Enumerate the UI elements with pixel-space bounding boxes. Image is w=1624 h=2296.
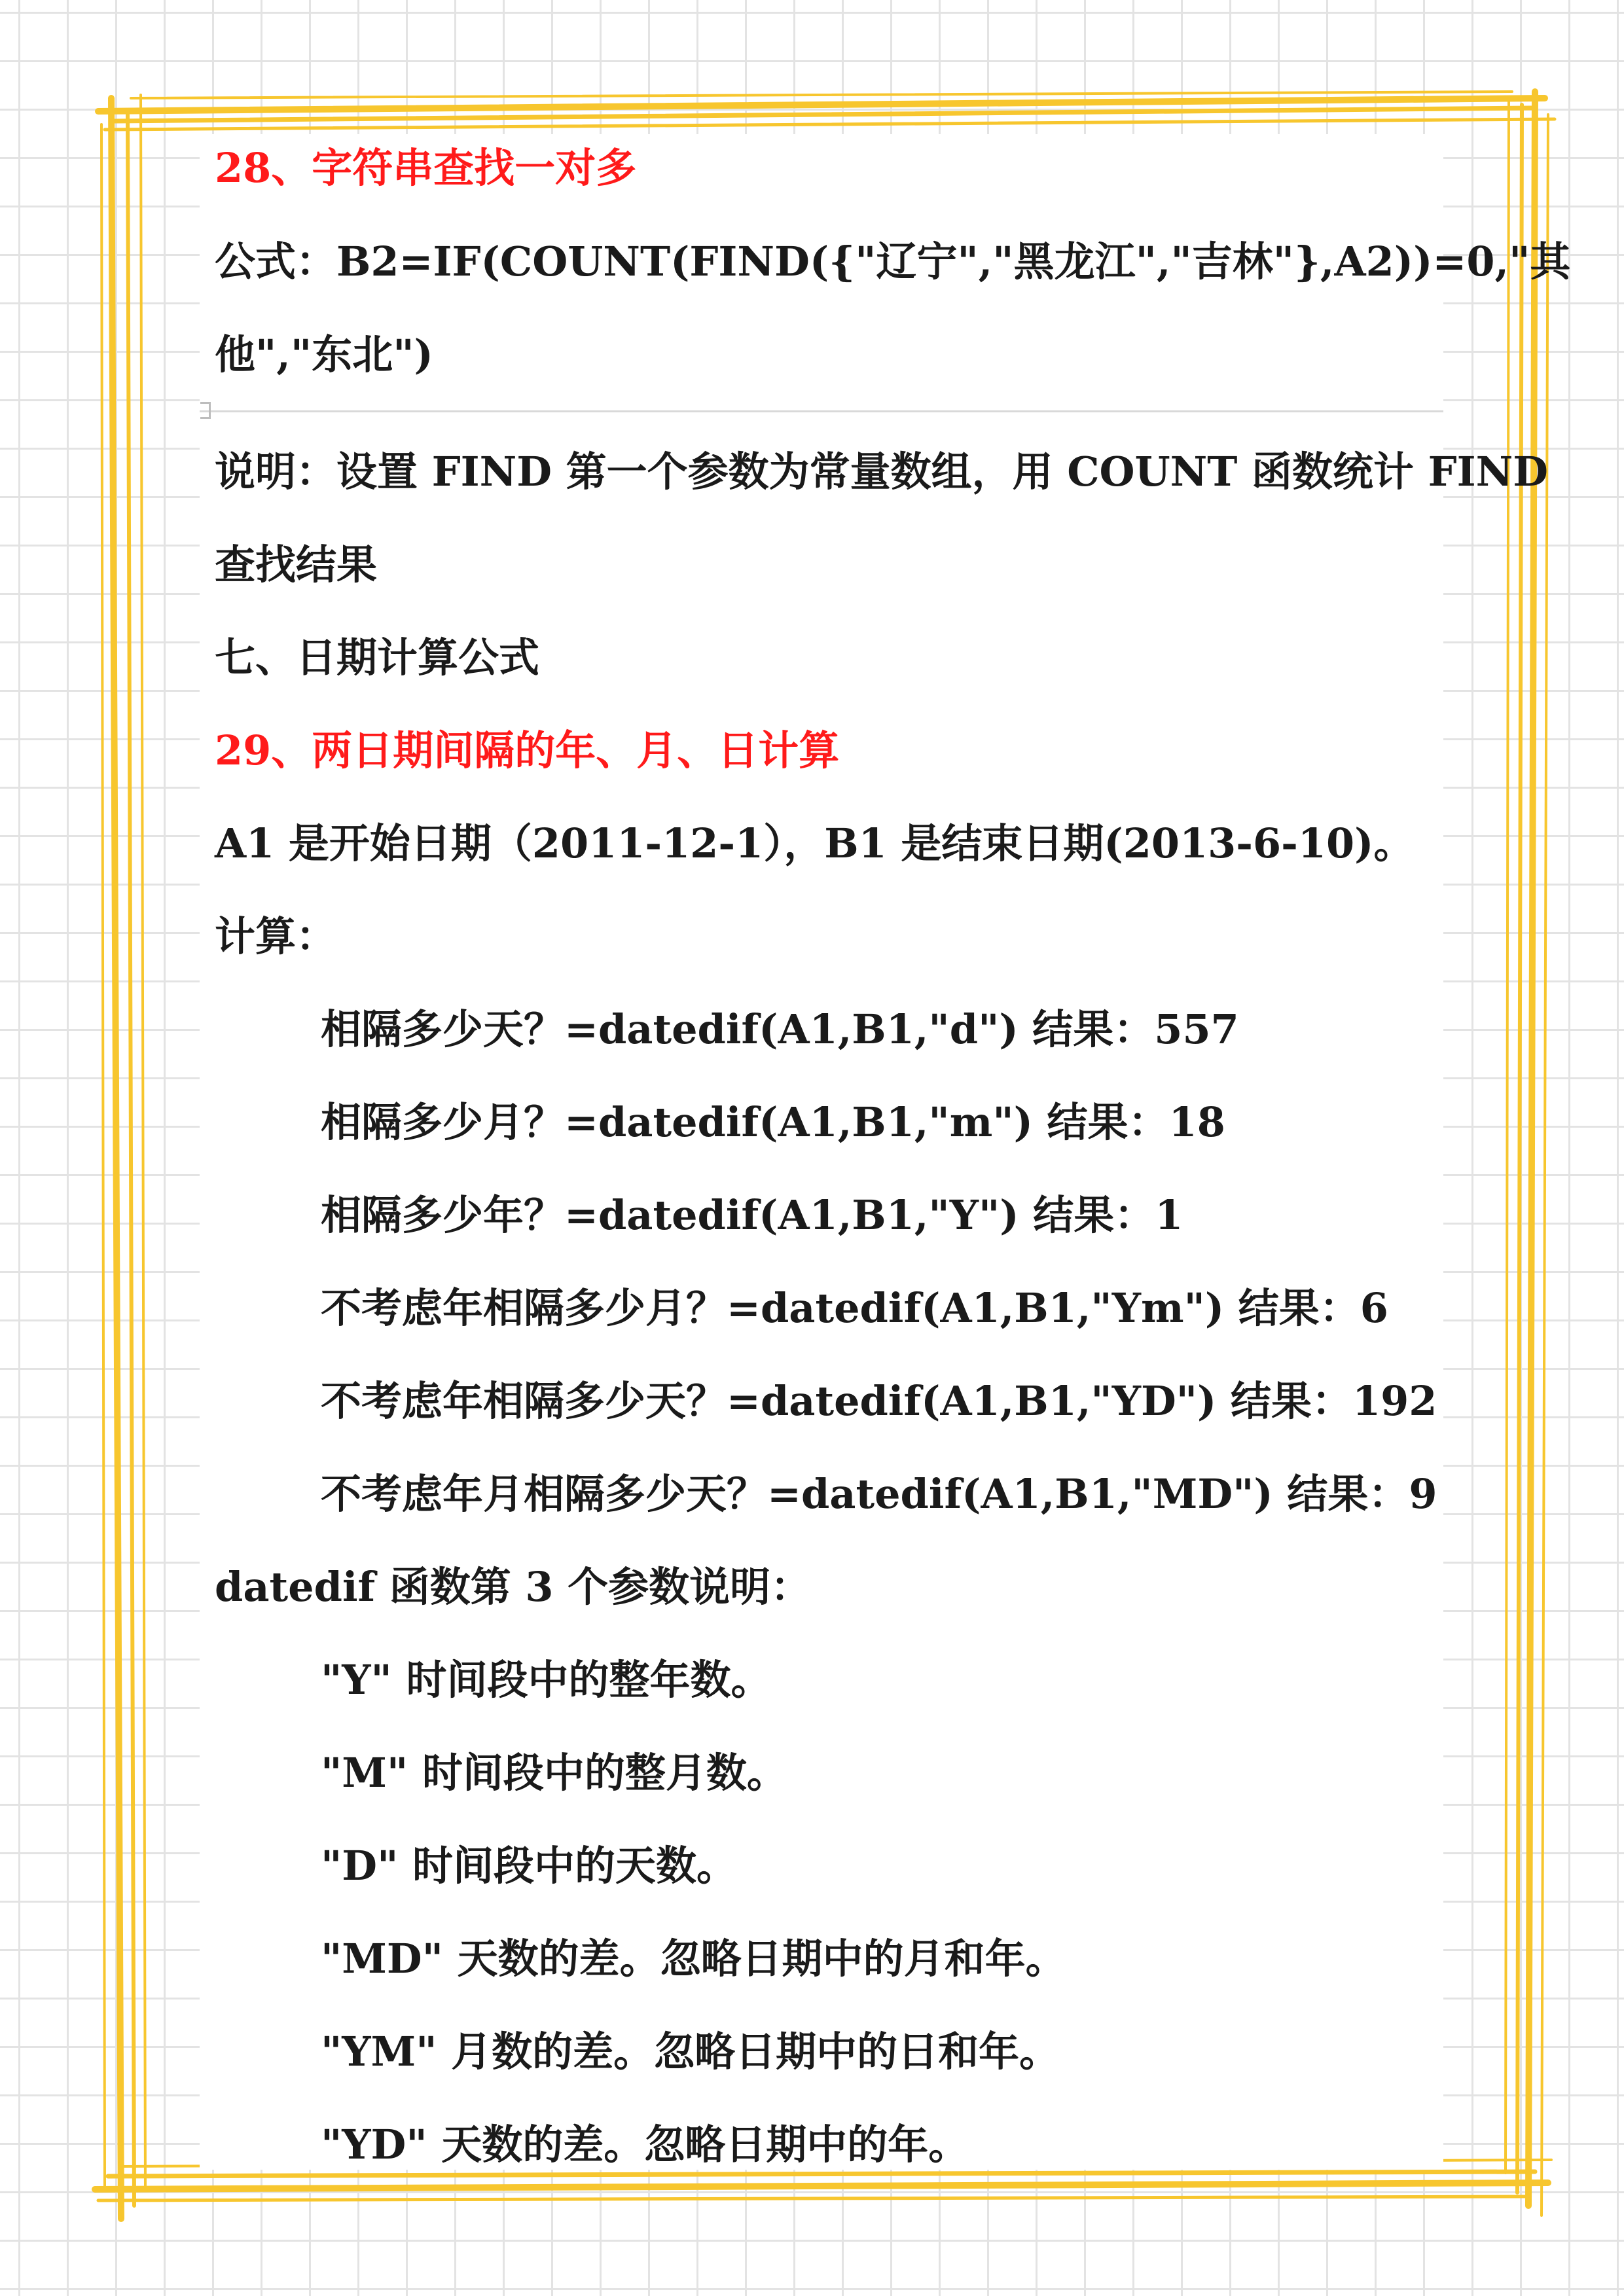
- date-definition-line: A1 是开始日期（2011-12-1），B1 是结束日期(2013-6-10)。: [215, 819, 1415, 867]
- param-md-line: "MD" 天数的差。忽略日期中的月和年。: [321, 1935, 1066, 1982]
- explanation-line-1: 说明：设置 FIND 第一个参数为常量数组，用 COUNT 函数统计 FIND: [215, 448, 1549, 495]
- paragraph-divider: [200, 410, 1443, 412]
- calc-ym-line: 不考虑年相隔多少月？=datedif(A1,B1,"Ym") 结果：6: [321, 1284, 1388, 1332]
- paragraph-mark-icon: [200, 402, 211, 419]
- calc-years-line: 相隔多少年？=datedif(A1,B1,"Y") 结果：1: [321, 1191, 1183, 1239]
- section-29-heading: 29、两日期间隔的年、月、日计算: [215, 726, 840, 774]
- calc-md-line: 不考虑年月相隔多少天？=datedif(A1,B1,"MD") 结果：9: [321, 1470, 1437, 1518]
- param-m-line: "M" 时间段中的整月数。: [321, 1749, 787, 1797]
- formula-line-2: 他","东北"): [215, 331, 433, 378]
- section-28-heading: 28、字符串查找一对多: [215, 144, 637, 192]
- formula-line-1: 公式：B2=IF(COUNT(FIND({"辽宁","黑龙江","吉林"},A2))=0,"其: [215, 238, 1571, 285]
- calc-yd-line: 不考虑年相隔多少天？=datedif(A1,B1,"YD") 结果：192: [321, 1377, 1437, 1425]
- chapter-7-heading: 七、日期计算公式: [215, 634, 540, 681]
- param-y-line: "Y" 时间段中的整年数。: [321, 1656, 772, 1704]
- param-explanation-heading: datedif 函数第 3 个参数说明：: [215, 1563, 812, 1611]
- param-yd-line: "YD" 天数的差。忽略日期中的年。: [321, 2121, 969, 2168]
- calc-months-line: 相隔多少月？=datedif(A1,B1,"m") 结果：18: [321, 1098, 1225, 1146]
- calc-days-line: 相隔多少天？=datedif(A1,B1,"d") 结果：557: [321, 1005, 1239, 1053]
- explanation-line-2: 查找结果: [215, 541, 378, 588]
- param-d-line: "D" 时间段中的天数。: [321, 1842, 737, 1890]
- param-ym-line: "YM" 月数的差。忽略日期中的日和年。: [321, 2028, 1060, 2075]
- calculation-label: 计算：: [215, 912, 337, 960]
